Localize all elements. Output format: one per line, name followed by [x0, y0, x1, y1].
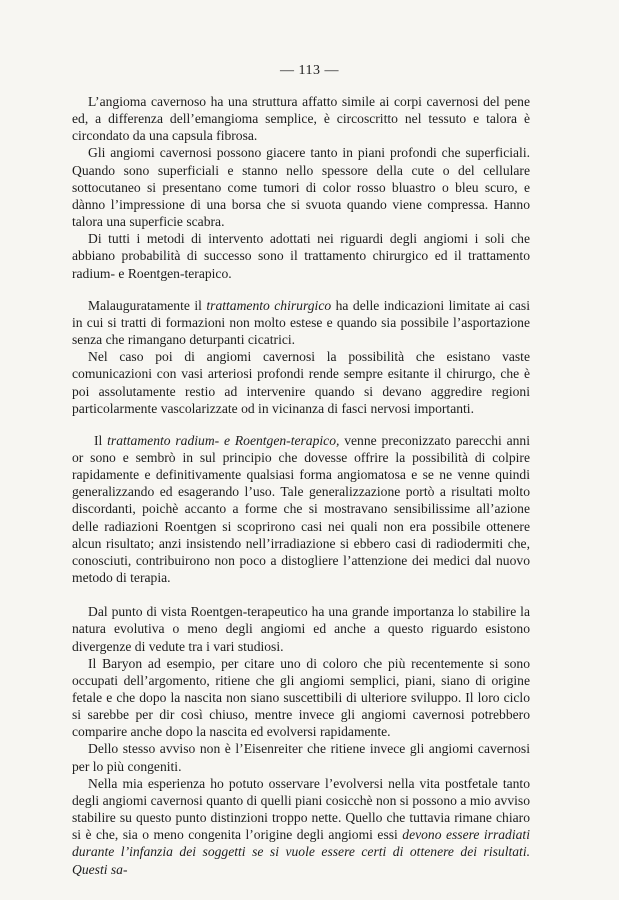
paragraph [72, 775, 530, 878]
paragraph [72, 655, 530, 741]
page-number: — 113 — [280, 63, 339, 78]
italic-text: devono essere irradiati durante l’infanzia dei soggetti se si vuole essere certi di ottenere dei risultati. Questi sa- [72, 827, 530, 877]
paragraph [72, 297, 530, 348]
text-run: Nella mia esperienza ho potuto osservare l’evolversi nella vita postfetale tanto degli angiomi cavernosi quanto di quelli piani cosicchè non si possono a mio avviso stabilire su questo punto distinzioni troppo nette. Quello che tuttavia rimane chiaro si è che, sia o meno congenita l’origine degli angiomi essi [72, 775, 530, 843]
paragraph [72, 603, 530, 654]
paragraph [72, 432, 530, 586]
body-text [72, 93, 530, 878]
text-run: ha delle indicazioni limitate ai casi in cui si tratti di formazioni non molto estese e quando sia possibile l’asportazione senza che rimangano deturpanti cicatrici. [72, 297, 530, 348]
text-run: L’angioma cavernoso ha una struttura affatto simile ai corpi cavernosi del pene ed, a differenza dell’emangioma semplice, è circoscritto nel tessuto e talora è circondato da una capsula fibrosa. [72, 94, 530, 144]
paragraph [72, 740, 530, 774]
text-run: Dal punto di vista Roentgen-terapeutico ha una grande importanza lo stabilire la natura evolutiva o meno degli angiomi ed anche a questo riguardo esistono divergenze di vedute tra i vari studiosi. [72, 604, 530, 654]
text-run: Dello stesso avviso non è l’Eisenreiter che ritiene invece gli angiomi cavernosi per lo più congeniti. [72, 741, 530, 774]
paragraph [72, 348, 530, 417]
text-run: Malauguratamente il [88, 297, 207, 313]
text-run: Nel caso poi di angiomi cavernosi la possibilità che esistano vaste comunicazioni con vasi arteriosi profondi rende sempre esitante il chirurgo, che è poi assolutamente restio ad intervenire quando si devano aggredire regioni particolarmente vascolarizzate od in vicinanza di fasci nervosi importanti. [72, 349, 530, 416]
text-run: Il Baryon ad esempio, per citare uno di coloro che più recentemente si sono occupati dell’argomento, ritiene che gli angiomi semplici, piani, siano di origine fetale e che dopo la nascita non siano suscettibili di ulteriore sviluppo. Il loro ciclo si sarebbe per dir così chiuso, mentre invece gli angiomi cavernosi potrebbero comparire anche dopo la nascita ed evolversi rapidamente. [72, 655, 530, 740]
text-run: venne preconizzato parecchi anni or sono e sembrò in sul principio che dovesse offrire la possibilità di colpire rapidamente e definitivamente qualsiasi forma angiomatosa e se ne venne quindi generalizzando ed esagerando l’uso. Tale generalizzazione portò a risultati molto discordanti, poichè accanto a forme che si mostravano sensibilissime all’azione delle radiazioni Roentgen si scoprirono casi nei quali non era possibile ottenere alcun risultato; anzi insistendo nell’irradiazione si ebbero casi di radiodermiti che, conosciuti, contribuirono non poco a distogliere l’attenzione dei medici dal nuovo metodo di terapia. [72, 432, 530, 586]
italic-text: trattamento radium- e Roentgen-terapico, [107, 432, 340, 448]
paragraph [72, 93, 530, 144]
paragraph [72, 230, 530, 281]
text-run: Di tutti i metodi di intervento adottati nei riguardi degli angiomi i soli che abbiano probabilità di successo sono il trattamento chirurgico ed il trattamento radium- e Roentgen-terapico. [72, 231, 530, 281]
paragraph [72, 144, 530, 230]
text-run: Il [94, 432, 108, 448]
text-run: Gli angiomi cavernosi possono giacere tanto in piani profondi che superficiali. Quando sono superficiali e stanno nello spessore della cute o del cellulare sottocutaneo si presentano come tumori di color rosso bluastro o bleu scuro, e dànno l’impressione di una borsa che si svuota quando viene compressa. Hanno talora una superficie scabra. [72, 145, 530, 230]
italic-text: trattamento chirurgico [206, 297, 332, 313]
